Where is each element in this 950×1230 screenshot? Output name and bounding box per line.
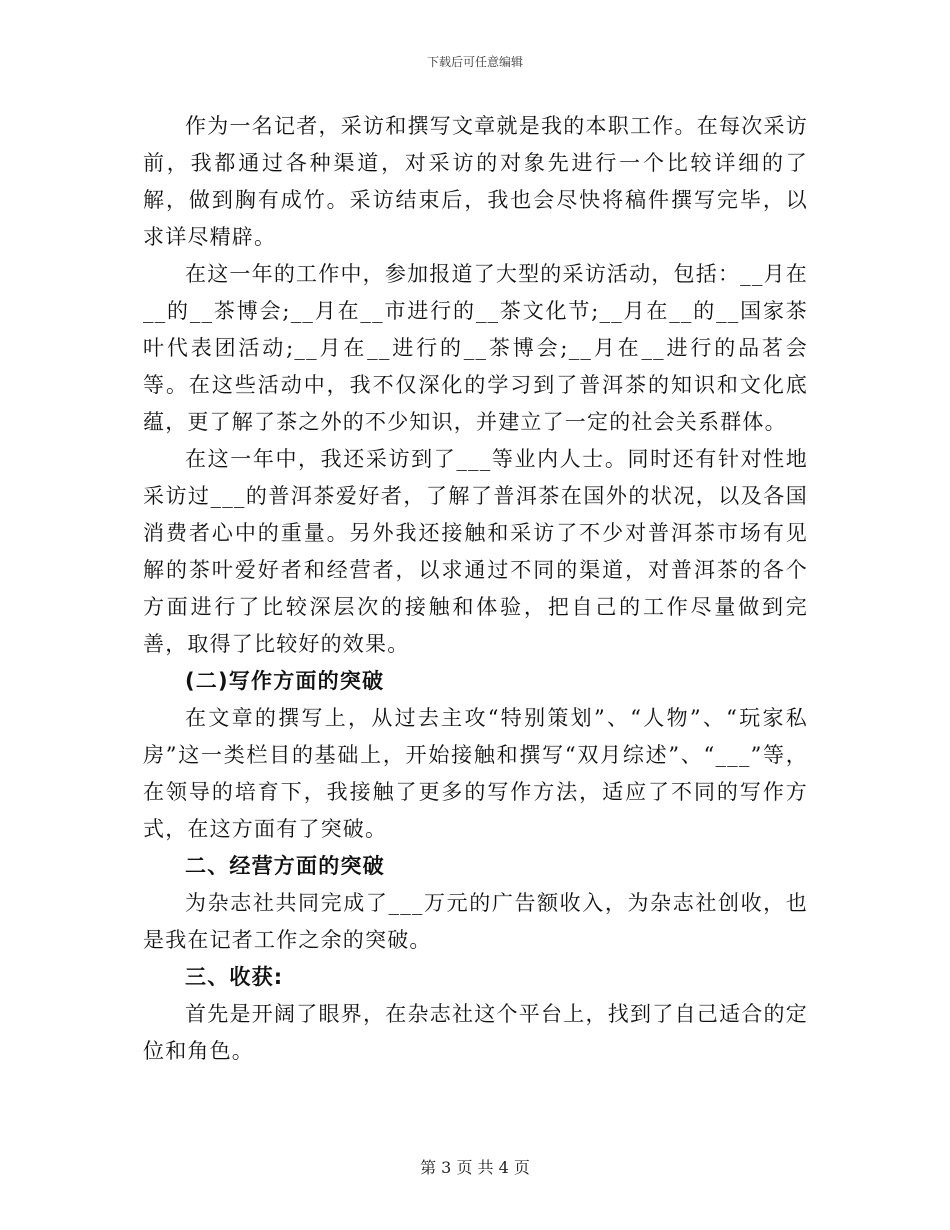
paragraph-reporter-duty: 作为一名记者，采访和撰写文章就是我的本职工作。在每次采访前，我都通过各种渠道，对采访的对象先进行一个比较详细的了解，做到胸有成竹。采访结束后，我也会尽快将稿件撰写完毕，以求详尽精辟。 [143, 114, 808, 249]
paragraph-advertising: 为杂志社共同完成了___万元的广告额收入，为杂志社创收，也是我在记者工作之余的突破。 [143, 891, 808, 952]
document-body [143, 108, 808, 1070]
paragraph-industry-interviews: 在这一年中，我还采访到了___等业内人士。同时还有针对性地采访过___的普洱茶爱好者，了解了普洱茶在国外的状况，以及各国消费者心中的重量。另外我还接触和采访了不少对普洱茶市场有见解的茶叶爱好者和经营者，以求通过不同的渠道，对普洱茶的各个方面进行了比较深层次的接触和体验，把自己的工作尽量做到完善，取得了比较好的效果。 [143, 447, 808, 656]
paragraph-interview-activities: 在这一年的工作中，参加报道了大型的采访活动，包括：__月在__的__茶博会;__月在__市进行的__茶文化节;__月在__的__国家茶叶代表团活动;__月在__进行的__茶博会;__月在__进行的品茗会等。在这些活动中，我不仅深化的学习到了普洱茶的知识和文化底蕴，更了解了茶之外的不少知识，并建立了一定的社会关系群体。 [143, 262, 808, 434]
page-header-note: 下载后可任意编辑 [426, 55, 523, 69]
paragraph-writing: 在文章的撰写上，从过去主攻“特别策划”、“人物”、“玩家私房”这一类栏目的基础上，开始接触和撰写“双月综述”、“___”等，在领导的培育下，我接触了更多的写作方法，适应了不同的写作方式，在这方面有了突破。 [143, 706, 808, 841]
page-footer-number: 第 3 页 共 4 页 [420, 1158, 530, 1177]
paragraph-gains: 首先是开阔了眼界，在杂志社这个平台上，找到了自己适合的定位和角色。 [143, 1002, 808, 1063]
heading-business-breakthrough: 二、经营方面的突破 [185, 854, 385, 878]
heading-gains: 三、收获: [185, 965, 284, 989]
heading-writing-breakthrough: (二)写作方面的突破 [185, 669, 385, 693]
